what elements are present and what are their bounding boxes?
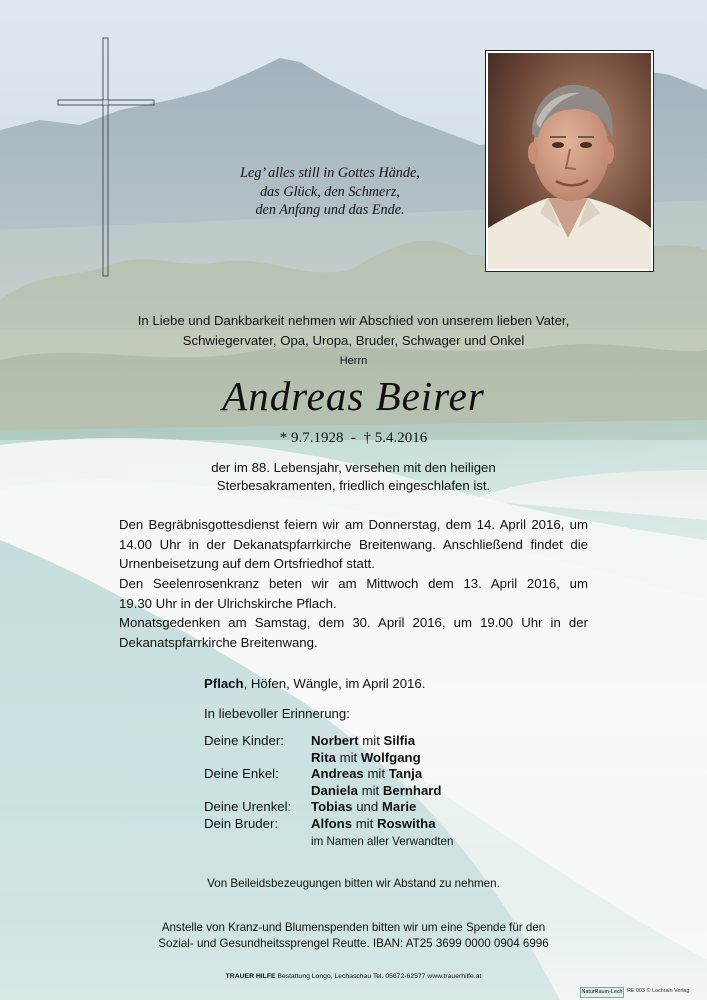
footer-copyright — [627, 987, 689, 996]
family-name-2: Silfia — [383, 733, 416, 748]
family-name-1: Tobias — [311, 799, 353, 814]
donation-note — [110, 920, 597, 952]
memorial-line-1: Monatsgedenken am Samstag, dem 30. April 2016, um 19.00 Uhr in der — [119, 615, 588, 630]
family-name-1: Daniela — [311, 782, 358, 798]
donation-line-2: Sozial- und Gesundheitssprengel Reutte. IBAN: AT25 3699 0000 0904 6996 — [158, 937, 549, 950]
family-label: Deine Urenkel: — [204, 799, 292, 814]
portrait-photo — [485, 50, 654, 272]
life-dates: * 9.7.1928 - † 5.4.2016 — [279, 430, 428, 446]
family-name-2: Wolfgang — [360, 749, 421, 765]
death-note-line-2: Sterbesakramenten, friedlich eingeschlafen ist. — [216, 478, 491, 493]
quote-line-3: den Anfang und das Ende. — [255, 202, 405, 218]
family-name-2: Roswitha — [376, 815, 436, 831]
family-name-1: Alfons — [311, 815, 353, 831]
family-conj: mit — [363, 766, 389, 781]
family-conj: mit — [335, 749, 361, 765]
rosary-line-1: Den Seelenrosenkranz beten wir am Mittwoch dem 13. April 2016, um — [119, 576, 588, 591]
family-name-2: Tanja — [388, 766, 423, 781]
place-name: Pflach — [204, 676, 244, 691]
intro-line-2: Schwiegervater, Opa, Uropa, Bruder, Schwager und Onkel — [182, 332, 525, 348]
natur-raum-badge: NaturRaum-Lech — [580, 987, 624, 998]
remembrance-heading: In liebevoller Erinnerung: — [204, 706, 350, 721]
family-label: Dein Bruder: — [204, 815, 279, 831]
condolences-note: Von Beileidsbezeugungen bitten wir Abstand zu nehmen. — [207, 877, 500, 890]
family-name-2: Marie — [381, 799, 417, 814]
family-conj: mit — [352, 815, 377, 831]
intro-text — [100, 311, 607, 350]
footer-undertaker — [120, 972, 587, 982]
footer-brand: TRAUER HILFE — [225, 973, 276, 980]
funeral-info — [119, 515, 588, 574]
memorial-line-2: Dekanatspfarrkirche Breitenwang. — [119, 634, 318, 650]
rosary-info — [119, 574, 588, 613]
footer-code: RE 003 — [627, 988, 645, 994]
footer-publisher: © Lochrain Verlag — [646, 988, 690, 994]
rosary-line-2: 19.30 Uhr in der Ulrichskirche Pflach. — [119, 595, 337, 611]
family-name-2: Bernhard — [382, 782, 442, 798]
relatives-note: im Namen aller Verwandten — [311, 835, 454, 848]
funeral-line-2: 14.00 Uhr in der Dekanatspfarrkirche Breitenwang. Anschließend findet die — [119, 536, 588, 552]
family-name-1: Andreas — [311, 766, 364, 781]
memorial-info — [119, 613, 588, 652]
family-label: Deine Kinder: — [204, 733, 284, 748]
quote — [230, 164, 430, 220]
cross-icon — [56, 36, 156, 281]
honorific: Herrn — [339, 355, 368, 367]
place-rest: , Höfen, Wängle, im April 2016. — [243, 676, 426, 691]
family-conj: mit — [357, 782, 383, 798]
family-name-1: Rita — [311, 749, 336, 765]
place-date — [204, 674, 604, 694]
family-name-1: Norbert — [311, 733, 359, 748]
death-note-line-1: der im 88. Lebensjahr, versehen mit den heiligen — [211, 460, 496, 475]
deceased-name: Andreas Beirer — [222, 373, 485, 419]
footer-contact: Bestattung Longo, Lechaschau Tel. 05672-62577 www.trauerhilfe.at — [277, 973, 482, 980]
death-note — [150, 459, 557, 495]
quote-line-1: Leg’ alles still in Gottes Hände, — [240, 165, 420, 181]
family-label: Deine Enkel: — [204, 766, 279, 781]
family-conj: und — [352, 799, 382, 814]
donation-line-1: Anstelle von Kranz-und Blumenspenden bitten wir um eine Spende für den — [161, 921, 546, 934]
quote-line-2: das Glück, den Schmerz, — [260, 183, 400, 200]
family-conj: mit — [358, 733, 384, 748]
funeral-line-1: Den Begräbnisgottesdienst feiern wir am Donnerstag, dem 14. April 2016, um — [119, 517, 588, 532]
intro-line-1: In Liebe und Dankbarkeit nehmen wir Abschied von unserem lieben Vater, — [137, 313, 570, 328]
funeral-line-3: Urnenbeisetzung auf dem Ortsfriedhof statt. — [119, 556, 375, 571]
